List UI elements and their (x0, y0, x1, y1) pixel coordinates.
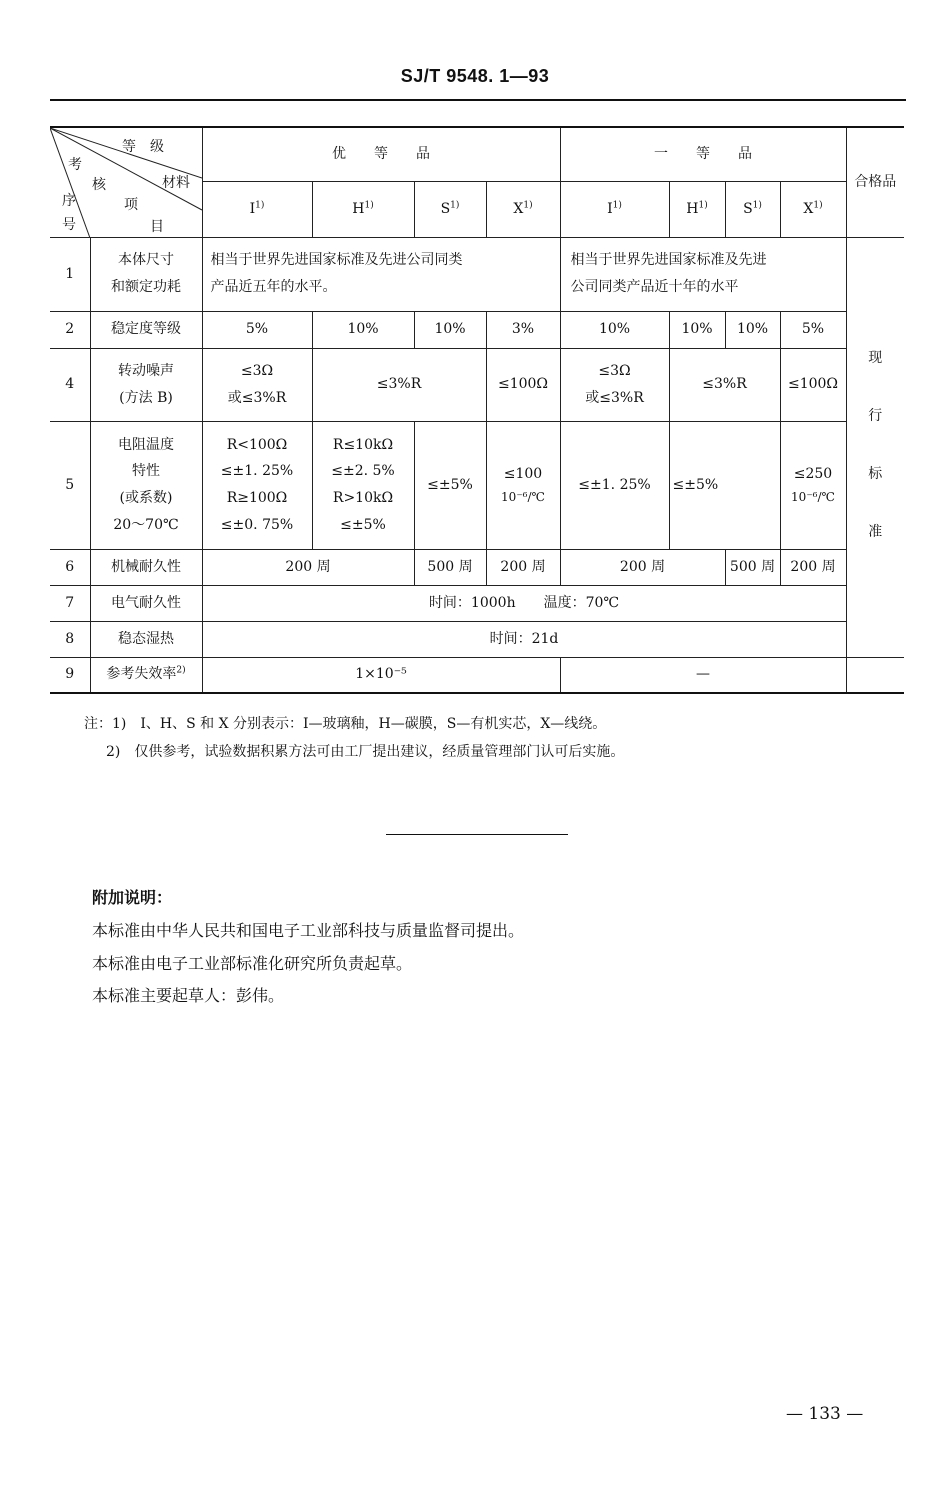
material-header: $H^{1)}$ (312, 181, 414, 237)
r4-f-i: ≤3Ω 或≤3%R (560, 348, 669, 421)
appendix-line: 本标准主要起草人：彭伟。 (92, 986, 285, 1006)
qualified-empty (846, 657, 904, 693)
row-item: 稳定度等级 (90, 311, 202, 348)
material-header: $S^{1)}$ (725, 181, 780, 237)
r5-f-x: ≤250 10⁻⁶/℃ (780, 421, 846, 549)
r5-e-h: R≤10kΩ ≤±2. 5% R>10kΩ ≤±5% (312, 421, 414, 549)
r6-f-ih: 200 周 (560, 549, 725, 585)
row-number: 5 (50, 421, 90, 549)
corner-seq-hao-label: 号 (62, 217, 76, 233)
corner-item-label: 项 (124, 197, 138, 213)
corner-material-label: 材料 (162, 175, 190, 191)
header-rule (50, 99, 906, 101)
row-item: 转动噪声 (方法 B) (90, 348, 202, 421)
table-row (50, 585, 904, 621)
page-number: — 133 — (786, 1404, 864, 1424)
r9-excellent: 1×10⁻⁵ (202, 657, 560, 693)
table-row (50, 421, 904, 549)
stability-value: 10% (312, 311, 414, 348)
material-header: $S^{1)}$ (414, 181, 486, 237)
corner-seq-label: 序 (62, 193, 76, 209)
r5-e-i: R<100Ω ≤±1. 25% R≥100Ω ≤±0. 75% (202, 421, 312, 549)
row-number: 4 (50, 348, 90, 421)
table-row (50, 621, 904, 657)
qualified-current-standard: 现 行 标 准 (846, 237, 904, 657)
row-number: 8 (50, 621, 90, 657)
row-item: 稳态湿热 (90, 621, 202, 657)
r6-e-x: 200 周 (486, 549, 560, 585)
corner-core-label: 核 (92, 177, 106, 193)
r4-f-hs: ≤3%R (669, 348, 780, 421)
r5-e-s: ≤±5% (414, 421, 486, 549)
row-number: 6 (50, 549, 90, 585)
end-rule (386, 834, 568, 835)
stability-value: 3% (486, 311, 560, 348)
material-header: $I^{1)}$ (560, 181, 669, 237)
table-row (50, 549, 904, 585)
table-row (50, 237, 904, 311)
stability-value: 10% (560, 311, 669, 348)
row-item: 本体尺寸 和额定功耗 (90, 237, 202, 311)
material-header: $I^{1)}$ (202, 181, 312, 237)
stability-value: 10% (725, 311, 780, 348)
r1-excellent: 相当于世界先进国家标准及先进公司同类 产品近五年的水平。 (202, 237, 560, 311)
stability-value: 10% (414, 311, 486, 348)
r6-f-s: 500 周 (725, 549, 780, 585)
stability-value: 5% (780, 311, 846, 348)
material-header: $H^{1)}$ (669, 181, 725, 237)
group-qualified-header: 合格品 (846, 127, 904, 237)
appendix (92, 882, 524, 1013)
stability-value: 5% (202, 311, 312, 348)
r4-e-i: ≤3Ω 或≤3%R (202, 348, 312, 421)
r6-f-x: 200 周 (780, 549, 846, 585)
row-number: 9 (50, 657, 90, 693)
material-header: $X^{1)}$ (780, 181, 846, 237)
appendix-line: 本标准由电子工业部标准化研究所负责起草。 (92, 953, 413, 973)
corner-exam-label: 考 (68, 157, 82, 173)
r5-e-x: ≤100 10⁻⁶/℃ (486, 421, 560, 549)
r5-f-hs: ≤±5% (669, 421, 780, 549)
r5-f-i: ≤±1. 25% (560, 421, 669, 549)
appendix-title: 附加说明： (92, 888, 173, 907)
r1-first: 相当于世界先进国家标准及先进 公司同类产品近十年的水平 (560, 237, 846, 311)
r6-e-ih: 200 周 (202, 549, 414, 585)
footnote-2: 2) 仅供参考，试验数据积累方法可由工厂提出建议，经质量管理部门认可后实施。 (106, 744, 625, 760)
r9-first: — (560, 657, 846, 693)
row-item: 电阻温度 特性 (或系数) 20～70℃ (90, 421, 202, 549)
stability-value: 10% (669, 311, 725, 348)
r8-value: 时间：21d (202, 621, 846, 657)
table-row (50, 311, 904, 348)
r7-value: 时间：1000h 温度：70℃ (202, 585, 846, 621)
row-number: 2 (50, 311, 90, 348)
row-item: 电气耐久性 (90, 585, 202, 621)
row-number: 1 (50, 237, 90, 311)
footnote-1: 注：1) I、H、S 和 X 分别表示：I—玻璃釉，H—碳膜，S—有机实芯，X—线绕。 (84, 716, 607, 732)
appendix-line: 本标准由中华人民共和国电子工业部科技与质量监督司提出。 (92, 920, 525, 940)
corner-header-cell (50, 127, 202, 237)
table-row (50, 657, 904, 693)
page-header-code: SJ/T 9548. 1—93 (400, 66, 550, 86)
group-first-header: 一 等 品 (560, 127, 846, 181)
group-excellent-header: 优 等 品 (202, 127, 560, 181)
spec-table (50, 126, 904, 694)
footnotes (84, 710, 624, 766)
row-item: 机械耐久性 (90, 549, 202, 585)
r4-f-x: ≤100Ω (780, 348, 846, 421)
table-row (50, 348, 904, 421)
r4-e-x: ≤100Ω (486, 348, 560, 421)
corner-grade-label: 等 级 (122, 139, 164, 155)
r4-e-hs: ≤3%R (312, 348, 486, 421)
material-header: $X^{1)}$ (486, 181, 560, 237)
r6-e-s: 500 周 (414, 549, 486, 585)
corner-item-mu-label: 目 (150, 219, 164, 235)
row-number: 7 (50, 585, 90, 621)
row-item: 参考失效率$^{2)}$ (90, 657, 202, 693)
